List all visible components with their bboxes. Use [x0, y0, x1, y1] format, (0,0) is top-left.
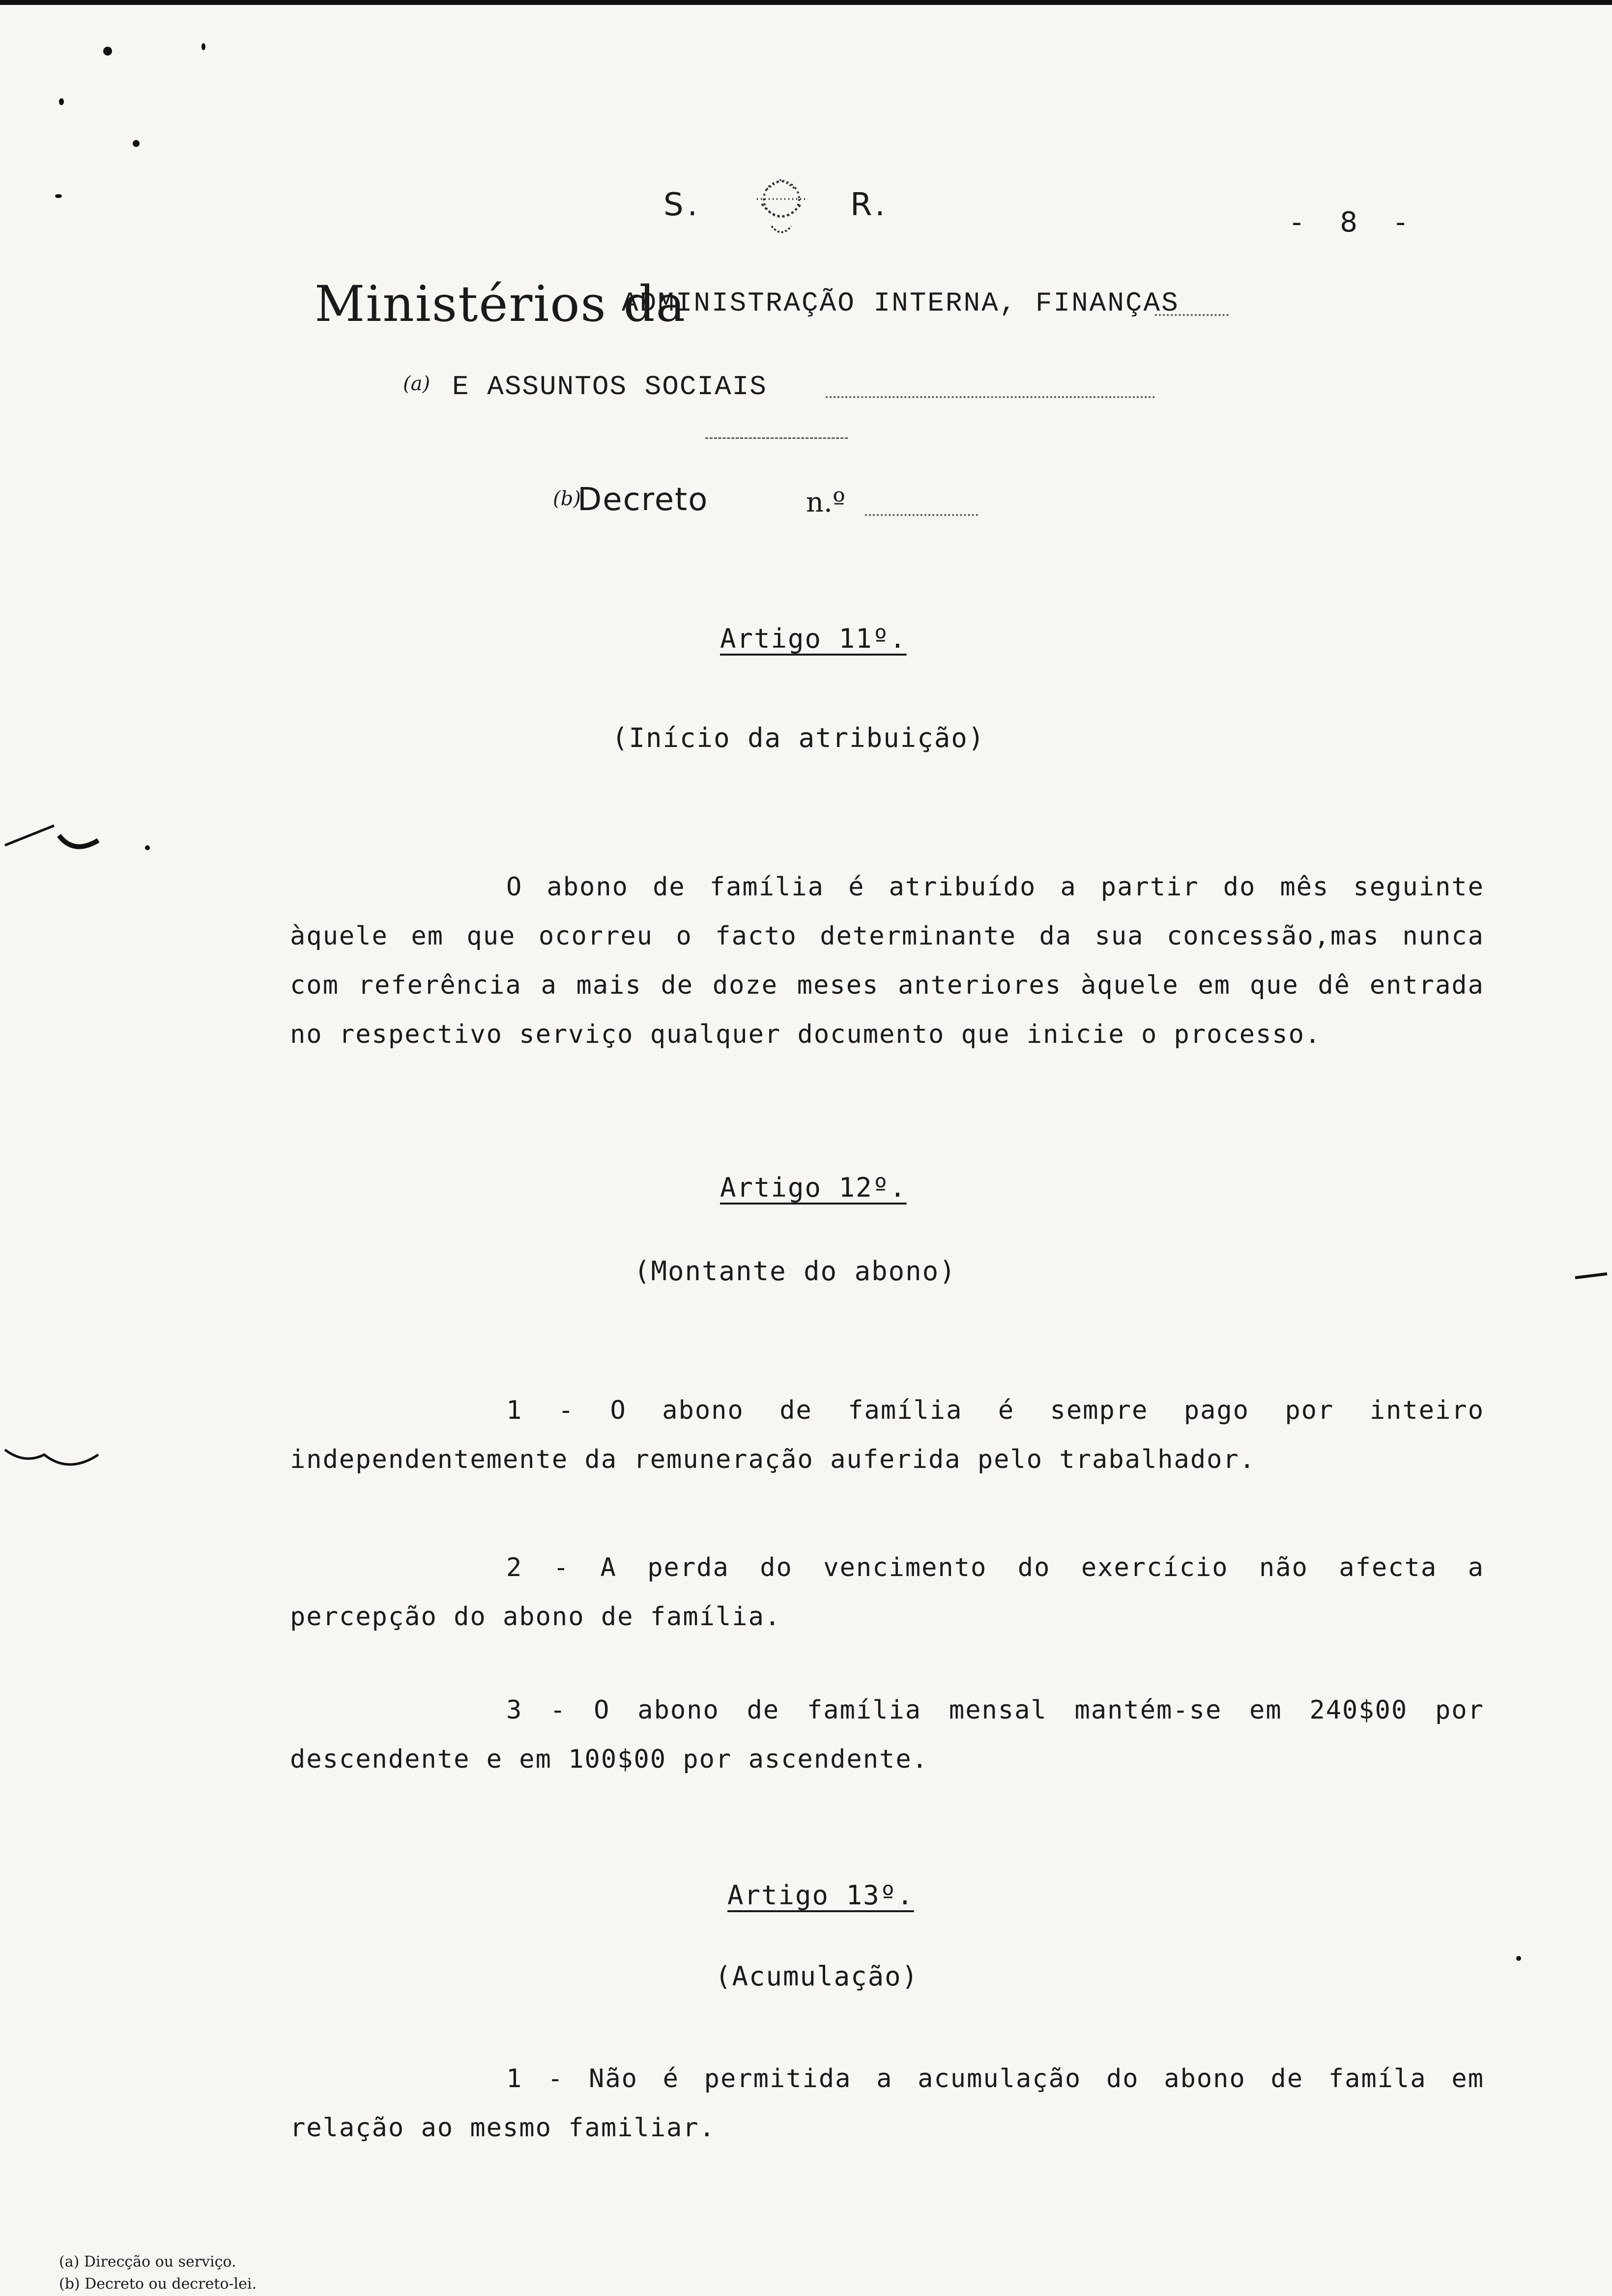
footnote-b: (b) Decreto ou decreto-lei. — [59, 2275, 257, 2293]
scan-speck — [1516, 1956, 1521, 1961]
scan-speck — [59, 98, 64, 105]
margin-ink-mark-icon — [1573, 1268, 1612, 1288]
article-paragraph: O abono de família é atribuído a partir do mês seguinte àquele em que ocorreu o facto determinante da sua concessão,mas nunca com referência a mais de doze meses anteriores àquele em que dê entrada no respectivo serviço qualquer documento que inicie o processo. — [290, 872, 1484, 1049]
scan-speck — [103, 47, 112, 56]
article-title: Artigo 12º. — [720, 1172, 907, 1203]
article-paragraph: 1 - O abono de família é sempre pago por inteiro independentemente da remuneração auferida pelo trabalhador. — [290, 1396, 1484, 1474]
coat-of-arms-emblem-icon — [727, 170, 835, 243]
margin-ink-mark-icon — [0, 1440, 128, 1479]
article-title: Artigo 13º. — [727, 1880, 914, 1911]
fill-in-dots — [1155, 314, 1229, 316]
footnote-marker-a: (a) — [403, 373, 431, 395]
ministry-name-line1: ADMINISTRAÇÃO INTERNA, FINANÇAS — [622, 287, 1180, 319]
article-subtitle: (Início da atribuição) — [612, 722, 985, 753]
article-paragraph: 2 - A perda do vencimento do exercício não afecta a percepção do abono de família. — [290, 1553, 1484, 1632]
ministry-heading: Ministérios da — [315, 275, 687, 333]
header-separator — [705, 437, 848, 439]
scan-speck — [133, 140, 140, 147]
page-number: - 8 - — [1292, 206, 1420, 238]
article-paragraph: 1 - Não é permitida a acumulação do abono de famíla em relação ao mesmo familiar. — [290, 2064, 1484, 2143]
fill-in-dots — [865, 514, 978, 516]
decree-number-label: n.º — [806, 487, 846, 518]
article-paragraph: 3 - O abono de família mensal mantém-se em 240$00 por descendente e em 100$00 por ascendente. — [290, 1695, 1484, 1774]
seal-left-letter: S. — [663, 187, 701, 223]
scan-speck — [202, 43, 205, 50]
seal-right-letter: R. — [850, 187, 889, 223]
fill-in-dots — [826, 396, 1155, 398]
footnote-marker-b: (b) — [553, 488, 581, 510]
decree-label: Decreto — [577, 482, 709, 518]
scan-speck — [55, 194, 62, 198]
margin-ink-mark-icon — [0, 816, 128, 860]
ministry-name-line2: E ASSUNTOS SOCIAIS — [452, 371, 767, 402]
article-title: Artigo 11º. — [720, 623, 907, 654]
footnote-a: (a) Direcção ou serviço. — [59, 2253, 236, 2270]
scan-speck — [145, 845, 150, 850]
article-subtitle: (Montante do abono) — [634, 1256, 956, 1287]
top-border-line — [0, 0, 1612, 5]
article-subtitle: (Acumulação) — [715, 1961, 919, 1992]
